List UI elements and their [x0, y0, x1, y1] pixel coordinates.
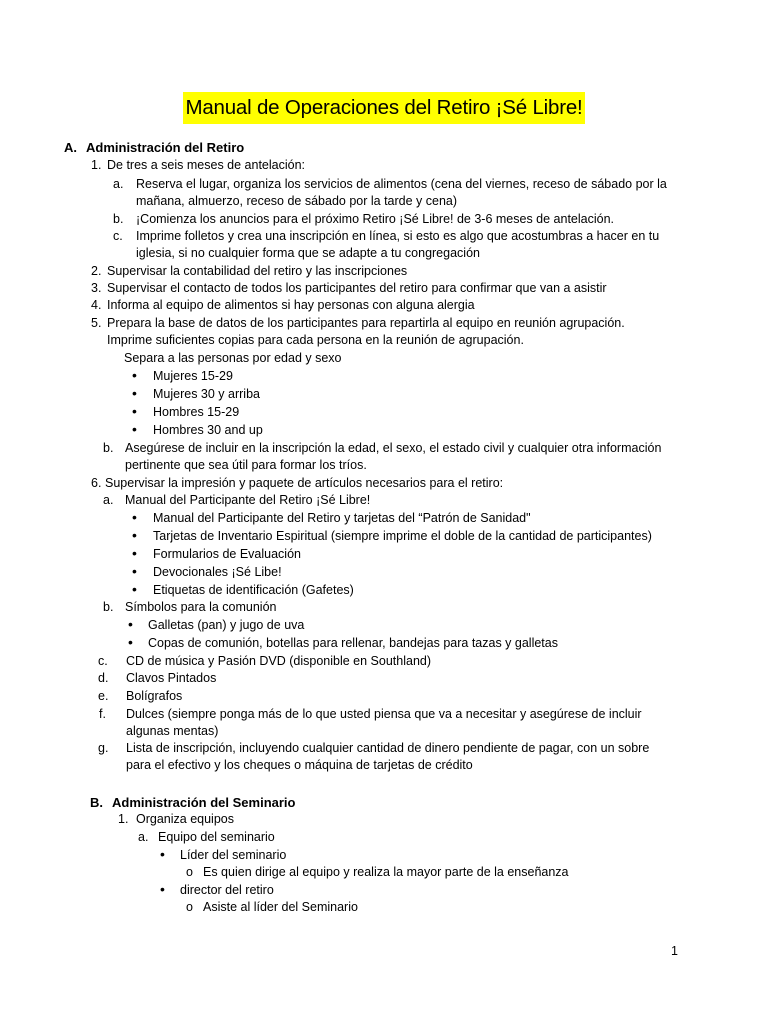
- a-item6-e-text: Bolígrafos: [126, 689, 183, 703]
- bullet-icon: •: [132, 403, 137, 419]
- a-item5-bullet: Mujeres 15-29: [153, 369, 233, 383]
- bullet-icon: •: [160, 881, 165, 897]
- a-item1-c-mark: c.: [113, 229, 123, 243]
- section-b-letter: B.: [90, 795, 103, 810]
- a-item6-f-mark: f.: [99, 707, 106, 721]
- b-sub-lider: Es quien dirige al equipo y realiza la mayor parte de la enseñanza: [203, 865, 569, 879]
- a-item4-num: 4.: [91, 298, 102, 312]
- a-item5-line3: Separa a las personas por edad y sexo: [124, 351, 342, 365]
- bullet-icon: •: [128, 634, 133, 650]
- a-item5-line1: Prepara la base de datos de los participantes para repartirla al equipo en reunión agrupación.: [107, 316, 625, 330]
- page-number: 1: [671, 944, 678, 958]
- a-item5-b-line1: Asegúrese de incluir en la inscripción la edad, el sexo, el estado civil y cualquier otra información: [125, 441, 662, 455]
- section-a-heading: Administración del Retiro: [86, 140, 245, 155]
- a-item6-a-bullet: Tarjetas de Inventario Espiritual (siempre imprime el doble de la cantidad de participantes): [153, 529, 652, 543]
- a-item6-a-mark: a.: [103, 493, 114, 507]
- a-item3-text: Supervisar el contacto de todos los participantes del retiro para confirmar que van a asistir: [107, 281, 607, 295]
- a-item6-d-text: Clavos Pintados: [126, 671, 217, 685]
- section-a-letter: A.: [64, 140, 77, 155]
- a-item6-g-line2: para el efectivo y los cheques o máquina de tarjetas de crédito: [126, 758, 473, 772]
- a-item6-a-bullet: Devocionales ¡Sé Libe!: [153, 565, 282, 579]
- a-item5-bullet: Hombres 15-29: [153, 405, 240, 419]
- bullet-icon: •: [132, 581, 137, 597]
- b-sub-director: Asiste al líder del Seminario: [203, 900, 358, 914]
- a-item6-b-mark: b.: [103, 600, 114, 614]
- a-item1-a-mark: a.: [113, 177, 124, 191]
- section-b-heading: Administración del Seminario: [112, 795, 296, 810]
- title-container: [0, 92, 768, 124]
- a-item6-a-bullet: Formularios de Evaluación: [153, 547, 301, 561]
- bullet-icon: •: [132, 385, 137, 401]
- bullet-icon: •: [132, 527, 137, 543]
- a-item6-f-line1: Dulces (siempre ponga más de lo que usted piensa que va a necesitar y asegúrese de incluir: [126, 707, 642, 721]
- bullet-icon: •: [132, 545, 137, 561]
- a-item1-c-line1: Imprime folletos y crea una inscripción en línea, si esto es algo que acostumbras a hacer en tu: [136, 229, 660, 243]
- a-item6-a-text: Manual del Participante del Retiro ¡Sé Libre!: [125, 493, 371, 507]
- bullet-icon: •: [160, 846, 165, 862]
- a-item6-a-bullet: Etiquetas de identificación (Gafetes): [153, 583, 354, 597]
- a-item3-num: 3.: [91, 281, 102, 295]
- a-item1-b-line1: ¡Comienza los anuncios para el próximo Retiro ¡Sé Libre! de 3-6 meses de antelación.: [136, 212, 615, 226]
- b-bullet-lider: Líder del seminario: [180, 848, 287, 862]
- a-item5-line2: Imprime suficientes copias para cada persona en la reunión de agrupación.: [107, 333, 524, 347]
- a-item6-c-mark: c.: [98, 654, 108, 668]
- b-item1-a-text: Equipo del seminario: [158, 830, 275, 844]
- a-item6-g-line1: Lista de inscripción, incluyendo cualquier cantidad de dinero pendiente de pagar, con un sobre: [126, 741, 650, 755]
- a-item1-text: De tres a seis meses de antelación:: [107, 158, 306, 172]
- circle-bullet-icon: o: [186, 865, 193, 879]
- a-item6-text: Supervisar la impresión y paquete de artículos necesarios para el retiro:: [105, 476, 504, 490]
- a-item1-a-line1: Reserva el lugar, organiza los servicios de alimentos (cena del viernes, receso de sábado por la: [136, 177, 667, 191]
- a-item5-b-mark: b.: [103, 441, 114, 455]
- a-item6-e-mark: e.: [98, 689, 109, 703]
- bullet-icon: •: [132, 421, 137, 437]
- bullet-icon: •: [128, 616, 133, 632]
- a-item1-num: 1.: [91, 158, 102, 172]
- a-item4-text: Informa al equipo de alimentos si hay personas con alguna alergia: [107, 298, 475, 312]
- a-item6-d-mark: d.: [98, 671, 109, 685]
- a-item6-f-line2: algunas mentas): [126, 724, 219, 738]
- a-item5-b-line2: pertinente que sea útil para formar los tríos.: [125, 458, 367, 472]
- b-item1-a-mark: a.: [138, 830, 149, 844]
- a-item5-bullet: Mujeres 30 y arriba: [153, 387, 260, 401]
- document-title: Manual de Operaciones del Retiro ¡Sé Libre!: [183, 92, 584, 124]
- bullet-icon: •: [132, 563, 137, 579]
- a-item1-b-mark: b.: [113, 212, 124, 226]
- circle-bullet-icon: o: [186, 900, 193, 914]
- bullet-icon: •: [132, 509, 137, 525]
- a-item6-a-bullet: Manual del Participante del Retiro y tarjetas del “Patrón de Sanidad": [153, 511, 531, 525]
- a-item6-g-mark: g.: [98, 741, 109, 755]
- a-item5-bullet: Hombres 30 and up: [153, 423, 263, 437]
- a-item2-num: 2.: [91, 264, 102, 278]
- b-item1-num: 1.: [118, 812, 129, 826]
- a-item6-b-text: Símbolos para la comunión: [125, 600, 277, 614]
- a-item6-c-text: CD de música y Pasión DVD (disponible en Southland): [126, 654, 432, 668]
- b-item1-text: Organiza equipos: [136, 812, 234, 826]
- a-item1-c-line2: iglesia, si no cualquier forma que se adapte a tu congregación: [136, 246, 480, 260]
- b-bullet-director: director del retiro: [180, 883, 274, 897]
- a-item6-num: 6.: [91, 476, 102, 490]
- a-item1-a-line2: mañana, almuerzo, receso de sábado por la tarde y cena): [136, 194, 458, 208]
- a-item2-text: Supervisar la contabilidad del retiro y las inscripciones: [107, 264, 408, 278]
- bullet-icon: •: [132, 367, 137, 383]
- a-item6-b-bullet: Copas de comunión, botellas para rellenar, bandejas para tazas y galletas: [148, 636, 558, 650]
- a-item5-num: 5.: [91, 316, 102, 330]
- a-item6-b-bullet: Galletas (pan) y jugo de uva: [148, 618, 305, 632]
